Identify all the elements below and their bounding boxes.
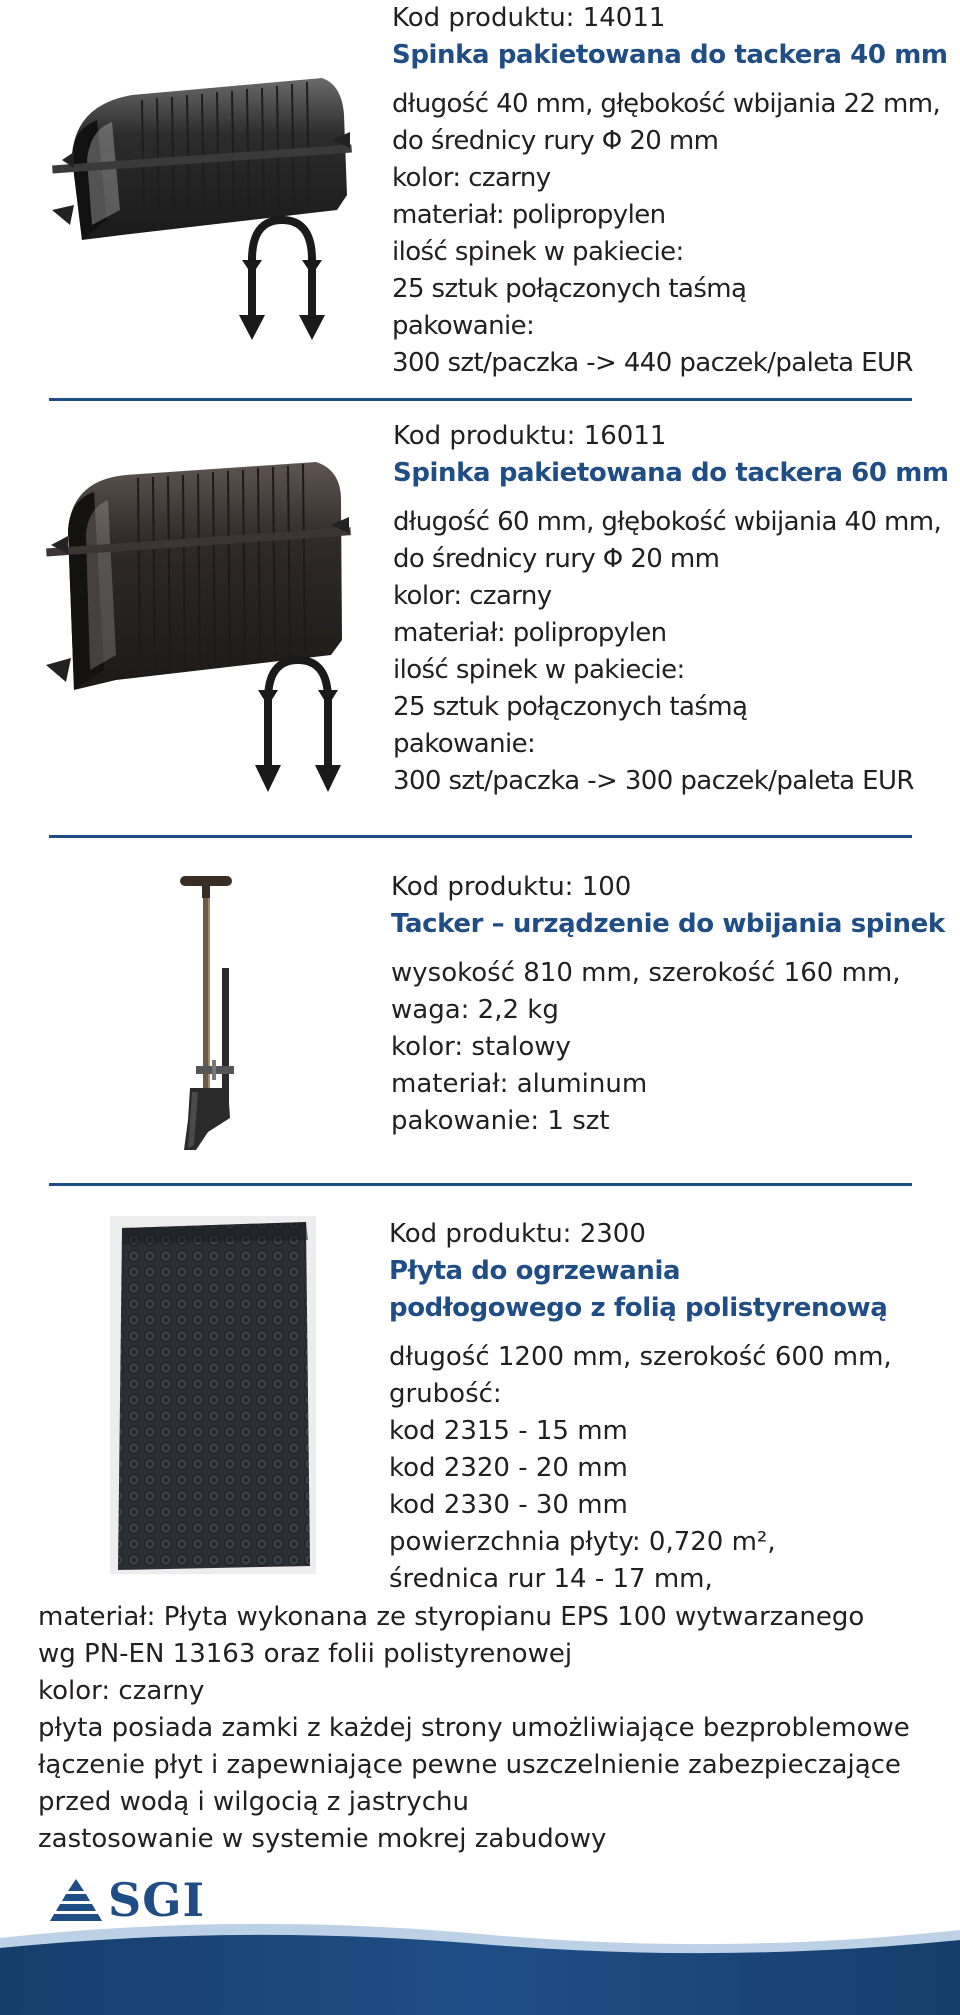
detail-line: zastosowanie w systemie mokrej zabudowy bbox=[38, 1824, 607, 1854]
product-title: Tacker – urządzenie do wbijania spinek bbox=[391, 909, 945, 939]
sgi-logo bbox=[48, 1875, 205, 1925]
floor-heating-board-image bbox=[110, 1216, 316, 1574]
product-14011-info bbox=[392, 0, 948, 382]
spec-line: długość 60 mm, głębokość wbijania 40 mm, bbox=[393, 507, 942, 537]
tacker-illustration bbox=[168, 870, 258, 1155]
spec-line: pakowanie: 1 szt bbox=[391, 1106, 610, 1136]
clip-60mm-image bbox=[46, 450, 351, 800]
spec-line: kod 2320 - 20 mm bbox=[389, 1453, 628, 1483]
logo-mark-icon bbox=[48, 1877, 104, 1923]
spec-line: kod 2315 - 15 mm bbox=[389, 1416, 628, 1446]
product-code: Kod produktu: 2300 bbox=[389, 1219, 646, 1249]
spec-line: 25 sztuk połączonych taśmą bbox=[392, 274, 747, 304]
spec-line: pakowanie: bbox=[393, 729, 536, 759]
spec-line: ilość spinek w pakiecie: bbox=[393, 655, 685, 685]
spec-line: długość 40 mm, głębokość wbijania 22 mm, bbox=[392, 89, 941, 119]
detail-line: płyta posiada zamki z każdej strony umożliwiające bezproblemowe bbox=[38, 1713, 910, 1743]
clip-40mm-image bbox=[52, 60, 352, 340]
product-100-info bbox=[391, 869, 945, 1140]
spec-line: materiał: polipropylen bbox=[392, 200, 666, 230]
spec-line: do średnicy rury Φ 20 mm bbox=[393, 544, 720, 574]
footer-wave-band bbox=[0, 1920, 960, 2015]
product-code: Kod produktu: 100 bbox=[391, 872, 632, 902]
section-divider bbox=[49, 1183, 912, 1186]
product-title-line-1: Płyta do ogrzewania bbox=[389, 1256, 681, 1286]
spec-line: powierzchnia płyty: 0,720 m², bbox=[389, 1527, 776, 1557]
product-title: Spinka pakietowana do tackera 40 mm bbox=[392, 40, 948, 70]
detail-line: łączenie płyt i zapewniające pewne uszczelnienie zabezpieczające bbox=[38, 1750, 901, 1780]
board-illustration bbox=[110, 1216, 316, 1574]
clip-strip-illustration bbox=[46, 450, 351, 800]
detail-line: materiał: Płyta wykonana ze styropianu EPS 100 wytwarzanego bbox=[38, 1602, 865, 1632]
spec-line: kolor: czarny bbox=[393, 581, 552, 611]
spec-line: kod 2330 - 30 mm bbox=[389, 1490, 628, 1520]
detail-line: wg PN-EN 13163 oraz folii polistyrenowej bbox=[38, 1639, 573, 1669]
spec-line: 300 szt/paczka -> 440 paczek/paleta EUR bbox=[392, 348, 913, 378]
clip-strip-illustration bbox=[52, 60, 352, 340]
product-2300-details bbox=[38, 1599, 910, 1858]
detail-line: kolor: czarny bbox=[38, 1676, 205, 1706]
spec-line: grubość: bbox=[389, 1379, 502, 1409]
spec-line: wysokość 810 mm, szerokość 160 mm, bbox=[391, 958, 901, 988]
spec-line: waga: 2,2 kg bbox=[391, 995, 559, 1025]
product-16011-info bbox=[393, 418, 949, 800]
spec-line: materiał: polipropylen bbox=[393, 618, 667, 648]
spec-line: średnica rur 14 - 17 mm, bbox=[389, 1564, 713, 1594]
section-divider bbox=[49, 398, 912, 401]
spec-line: 25 sztuk połączonych taśmą bbox=[393, 692, 748, 722]
logo-text: SGI bbox=[108, 1873, 206, 1927]
spec-line: materiał: aluminum bbox=[391, 1069, 648, 1099]
product-2300-info bbox=[389, 1216, 892, 1598]
product-title: Spinka pakietowana do tackera 60 mm bbox=[393, 458, 949, 488]
product-title-line-2: podłogowego z folią polistyrenową bbox=[389, 1293, 888, 1323]
section-divider bbox=[49, 835, 912, 838]
spec-line: długość 1200 mm, szerokość 600 mm, bbox=[389, 1342, 892, 1372]
product-code: Kod produktu: 14011 bbox=[392, 3, 666, 33]
tacker-tool-image bbox=[168, 870, 258, 1155]
spec-line: kolor: czarny bbox=[392, 163, 551, 193]
spec-line: kolor: stalowy bbox=[391, 1032, 571, 1062]
product-code: Kod produktu: 16011 bbox=[393, 421, 667, 451]
spec-line: pakowanie: bbox=[392, 311, 535, 341]
spec-line: do średnicy rury Φ 20 mm bbox=[392, 126, 719, 156]
detail-line: przed wodą i wilgocią z jastrychu bbox=[38, 1787, 469, 1817]
spec-line: 300 szt/paczka -> 300 paczek/paleta EUR bbox=[393, 766, 914, 796]
spec-line: ilość spinek w pakiecie: bbox=[392, 237, 684, 267]
